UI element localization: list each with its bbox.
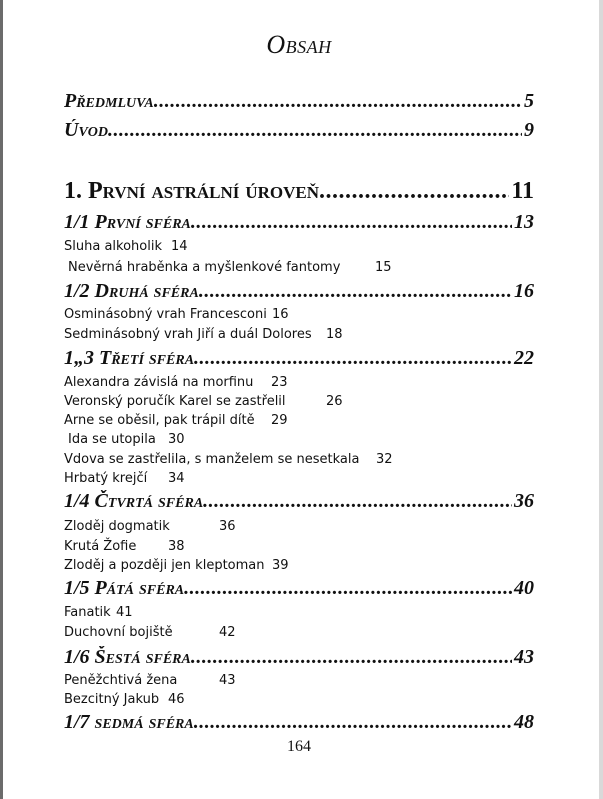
- toc-chapter-1[interactable]: [64, 178, 534, 205]
- toc-entry-title: Vdova se zastřelila, s manželem se nesetkala: [64, 452, 360, 467]
- toc-entry-page: 43: [219, 673, 236, 688]
- toc-section-label: 1/4 Čtvrtá sféra: [64, 490, 204, 512]
- toc-entry-title: Hrbatý krejčí: [64, 471, 148, 486]
- toc-heading-uvod[interactable]: [64, 119, 534, 142]
- toc-section-label: 1/7 sedmá sféra: [64, 711, 194, 733]
- toc-entry-title: Sluha alkoholik: [64, 239, 162, 254]
- left-page-edge: [0, 0, 3, 799]
- toc-entry[interactable]: [64, 413, 288, 428]
- toc-entry-page: 42: [219, 625, 236, 640]
- toc-entry-page: 30: [168, 432, 185, 447]
- toc-entry-page: 32: [376, 452, 393, 467]
- toc-entry-title: Krutá Žofie: [64, 539, 137, 554]
- toc-section-page: 22: [514, 347, 534, 369]
- toc-entry[interactable]: [64, 452, 393, 467]
- toc-entry-title: Zloděj dogmatik: [64, 519, 170, 534]
- toc-entry-title: Osminásobný vrah Francesconi: [64, 307, 267, 322]
- toc-entry[interactable]: [64, 394, 343, 409]
- toc-entry-page: 34: [168, 471, 185, 486]
- toc-entry[interactable]: [64, 327, 343, 342]
- toc-entry-page: 23: [271, 375, 288, 390]
- dot-leader: [108, 119, 522, 142]
- toc-entry-page: 14: [171, 239, 188, 254]
- toc-chapter-page: 11: [511, 178, 534, 204]
- dot-leader: [194, 711, 512, 734]
- toc-entry[interactable]: [64, 692, 185, 707]
- toc-entry-title: Alexandra závislá na morfinu: [64, 375, 254, 390]
- toc-section-1-5[interactable]: [64, 577, 534, 600]
- toc-entry-title: Peněžchtivá žena: [64, 673, 178, 688]
- toc-section-page: 36: [514, 490, 534, 512]
- toc-entry-title: Veronský poručík Karel se zastřelil: [64, 394, 286, 409]
- page-number: 164: [287, 738, 311, 755]
- dot-leader: [319, 178, 509, 205]
- toc-entry-title: Duchovní bojiště: [64, 625, 173, 640]
- toc-section-page: 13: [514, 211, 534, 233]
- toc-entry[interactable]: [64, 375, 288, 390]
- toc-entry-page: 39: [272, 558, 289, 573]
- toc-entry-title: Sedminásobný vrah Jiří a duál Dolores: [64, 327, 312, 342]
- toc-section-1-7[interactable]: [64, 711, 534, 734]
- toc-section-page: 43: [514, 646, 534, 668]
- toc-heading-label: Předmluva: [64, 90, 154, 112]
- toc-entry[interactable]: [64, 519, 236, 534]
- toc-entry-page: 41: [116, 605, 133, 620]
- toc-entry-title: Arne se oběsil, pak trápil dítě: [64, 413, 255, 428]
- toc-section-1-4[interactable]: [64, 490, 534, 513]
- toc-entry[interactable]: [64, 307, 289, 322]
- toc-entry-title: Ida se utopila: [68, 432, 156, 447]
- toc-section-label: 1/2 Druhá sféra: [64, 280, 199, 302]
- toc-entry[interactable]: [64, 625, 236, 640]
- toc-entry[interactable]: [64, 239, 188, 254]
- toc-entry-page: 46: [168, 692, 185, 707]
- toc-entry-title: Bezcitný Jakub: [64, 692, 160, 707]
- dot-leader: [191, 211, 512, 234]
- toc-entry-title: Fanatik: [64, 605, 111, 620]
- toc-entry[interactable]: [68, 432, 185, 447]
- toc-section-page: 40: [514, 577, 534, 599]
- toc-page: [64, 0, 534, 799]
- toc-entry[interactable]: [64, 605, 133, 620]
- toc-heading-predmluva[interactable]: [64, 90, 534, 113]
- toc-section-1-1[interactable]: [64, 211, 534, 234]
- toc-chapter-label: 1. První astrální úroveň: [64, 178, 320, 204]
- toc-section-1-3[interactable]: [64, 347, 534, 370]
- dot-leader: [191, 646, 512, 669]
- toc-section-1-6[interactable]: [64, 646, 534, 669]
- toc-section-1-2[interactable]: [64, 280, 534, 303]
- toc-heading-label: Úvod: [64, 119, 109, 141]
- toc-entry-title: Zloděj a později jen kleptoman: [64, 558, 265, 573]
- toc-heading-page: 9: [524, 119, 534, 141]
- toc-entry-page: 16: [272, 307, 289, 322]
- toc-entry-page: 36: [219, 519, 236, 534]
- toc-entry[interactable]: [64, 471, 185, 486]
- toc-heading-page: 5: [524, 90, 534, 112]
- toc-section-page: 48: [514, 711, 534, 733]
- toc-entry-page: 18: [326, 327, 343, 342]
- toc-entry-title: Nevěrná hraběnka a myšlenkové fantomy: [68, 260, 341, 275]
- dot-leader: [203, 490, 512, 513]
- toc-section-label: 1/1 První sféra: [64, 211, 191, 233]
- toc-entry-page: 26: [326, 394, 343, 409]
- toc-section-label: 1„3 Třetí sféra: [64, 347, 195, 369]
- toc-entry[interactable]: [64, 539, 185, 554]
- toc-entry[interactable]: [64, 673, 236, 688]
- dot-leader: [154, 90, 522, 113]
- page-title: Obsah: [266, 30, 332, 59]
- toc-entry-page: 29: [271, 413, 288, 428]
- toc-section-page: 16: [514, 280, 534, 302]
- toc-section-label: 1/6 Šestá sféra: [64, 646, 191, 668]
- dot-leader: [184, 577, 512, 600]
- toc-section-label: 1/5 Pátá sféra: [64, 577, 185, 599]
- right-page-edge: [599, 0, 603, 799]
- toc-entry-page: 38: [168, 539, 185, 554]
- dot-leader: [194, 347, 512, 370]
- toc-entry[interactable]: [68, 260, 392, 275]
- dot-leader: [199, 280, 512, 303]
- toc-entry[interactable]: [64, 558, 289, 573]
- toc-entry-page: 15: [375, 260, 392, 275]
